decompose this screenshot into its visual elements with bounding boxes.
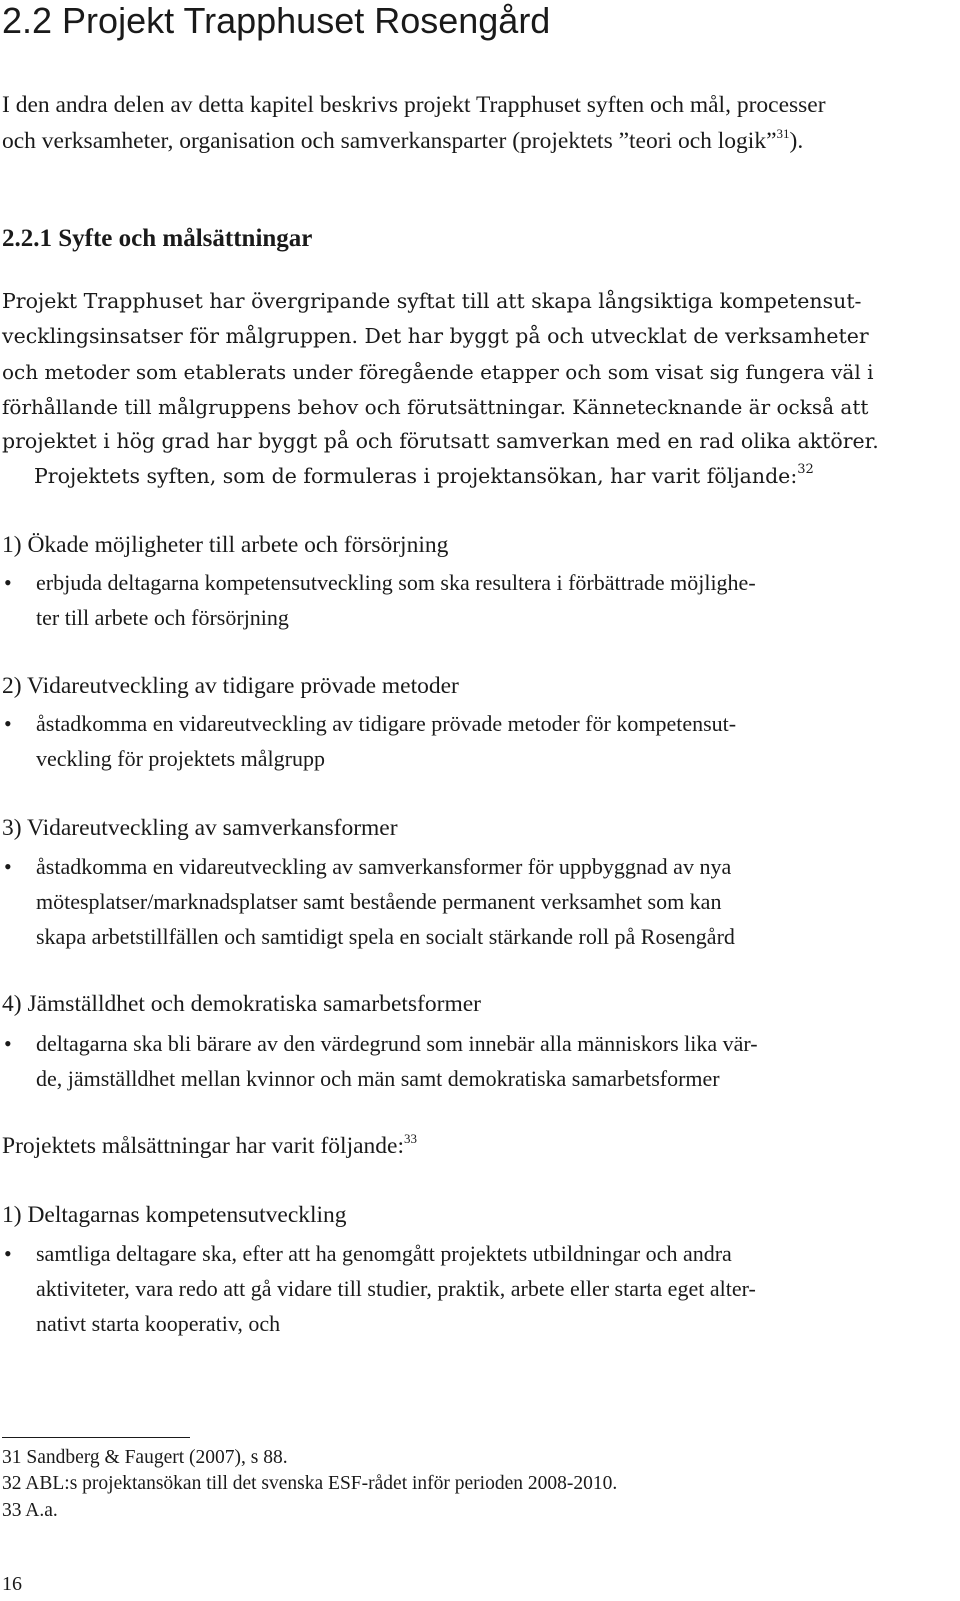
intro-line-1: I den andra delen av detta kapitel beskrivs projekt Trapphuset syften och mål, processer bbox=[2, 92, 826, 118]
bullet-icon: • bbox=[4, 854, 12, 879]
page-number: 16 bbox=[2, 1573, 22, 1595]
purpose-2-bullet-line-2: veckling för projektets målgrupp bbox=[36, 746, 325, 771]
paragraph-line-4: förhållande till målgruppens behov och förutsättningar. Kännetecknande är också att bbox=[2, 395, 869, 419]
footnote-33: 33 A.a. bbox=[2, 1500, 58, 1521]
footnote-ref-32: 32 bbox=[797, 462, 814, 477]
bullet-icon: • bbox=[4, 711, 12, 736]
footnote-32: 32 ABL:s projektansökan till det svenska ESF-rådet inför perioden 2008-2010. bbox=[2, 1473, 618, 1494]
purpose-3-bullet-line-1: åstadkomma en vidareutveckling av samverkansformer för uppbyggnad av nya bbox=[36, 854, 732, 879]
subsection-title: 2.2.1 Syfte och målsättningar bbox=[2, 225, 313, 252]
purpose-4-bullet-line-1: deltagarna ska bli bärare av den värdegrund som innebär alla människors lika vär- bbox=[36, 1031, 758, 1056]
intro-line-2-end: ). bbox=[789, 128, 804, 154]
paragraph-line-6-text: Projektets syften, som de formuleras i projektansökan, har varit följande: bbox=[34, 464, 798, 488]
purpose-3-bullet-line-3: skapa arbetstillfällen och samtidigt spela en socialt stärkande roll på Rosengård bbox=[36, 924, 735, 949]
bullet-icon: • bbox=[4, 1031, 12, 1056]
goals-intro-text: Projektets målsättningar har varit följande: bbox=[2, 1133, 404, 1159]
goals-intro bbox=[2, 1133, 417, 1160]
purpose-3-bullet-line-2: mötesplatser/marknadsplatser samt bestående permanent verksamhet som kan bbox=[36, 889, 722, 914]
footnote-divider bbox=[2, 1437, 190, 1438]
goal-1-bullet-line-1: samtliga deltagare ska, efter att ha genomgått projektets utbildningar och andra bbox=[36, 1241, 732, 1266]
purpose-1-bullet-line-2: ter till arbete och försörjning bbox=[36, 605, 289, 630]
footnote-ref-33: 33 bbox=[404, 1131, 417, 1146]
purpose-1-bullet-line-1: erbjuda deltagarna kompetensutveckling som ska resultera i förbättrade möjlighe- bbox=[36, 570, 756, 595]
footnote-31: 31 Sandberg & Faugert (2007), s 88. bbox=[2, 1447, 288, 1468]
footnote-ref-31: 31 bbox=[776, 126, 790, 141]
intro-line-2-text: och verksamheter, organisation och samverkansparter (projektets ”teori och logik” bbox=[2, 128, 777, 154]
purpose-4-label: 4) Jämställdhet och demokratiska samarbetsformer bbox=[2, 991, 481, 1017]
paragraph-line-5: projektet i hög grad har byggt på och förutsatt samverkan med en rad olika aktörer. bbox=[2, 429, 879, 453]
paragraph-line-6 bbox=[34, 464, 814, 488]
paragraph-line-2: vecklingsinsatser för målgruppen. Det har byggt på och utvecklat de verksamheter bbox=[2, 324, 869, 348]
purpose-2-label: 2) Vidareutveckling av tidigare prövade metoder bbox=[2, 673, 459, 699]
purpose-2-bullet-line-1: åstadkomma en vidareutveckling av tidigare prövade metoder för kompetensut- bbox=[36, 711, 737, 736]
purpose-3-label: 3) Vidareutveckling av samverkansformer bbox=[2, 815, 398, 841]
bullet-icon: • bbox=[4, 570, 12, 595]
goal-1-bullet-line-3: nativt starta kooperativ, och bbox=[36, 1311, 281, 1336]
section-heading: 2.2 Projekt Trapphuset Rosengård bbox=[2, 0, 551, 41]
goal-1-bullet-line-2: aktiviteter, vara redo att gå vidare till studier, praktik, arbete eller starta eget alter- bbox=[36, 1276, 756, 1301]
intro-line-2 bbox=[2, 128, 803, 155]
purpose-1-label: 1) Ökade möjligheter till arbete och försörjning bbox=[2, 532, 449, 558]
paragraph-line-3: och metoder som etablerats under föregående etapper och som visat sig fungera väl i bbox=[2, 360, 874, 384]
paragraph-line-1: Projekt Trapphuset har övergripande syftat till att skapa långsiktiga kompetensut- bbox=[2, 289, 862, 313]
bullet-icon: • bbox=[4, 1241, 12, 1266]
goal-1-label: 1) Deltagarnas kompetensutveckling bbox=[2, 1202, 347, 1228]
purpose-4-bullet-line-2: de, jämställdhet mellan kvinnor och män samt demokratiska samarbetsformer bbox=[36, 1066, 720, 1091]
